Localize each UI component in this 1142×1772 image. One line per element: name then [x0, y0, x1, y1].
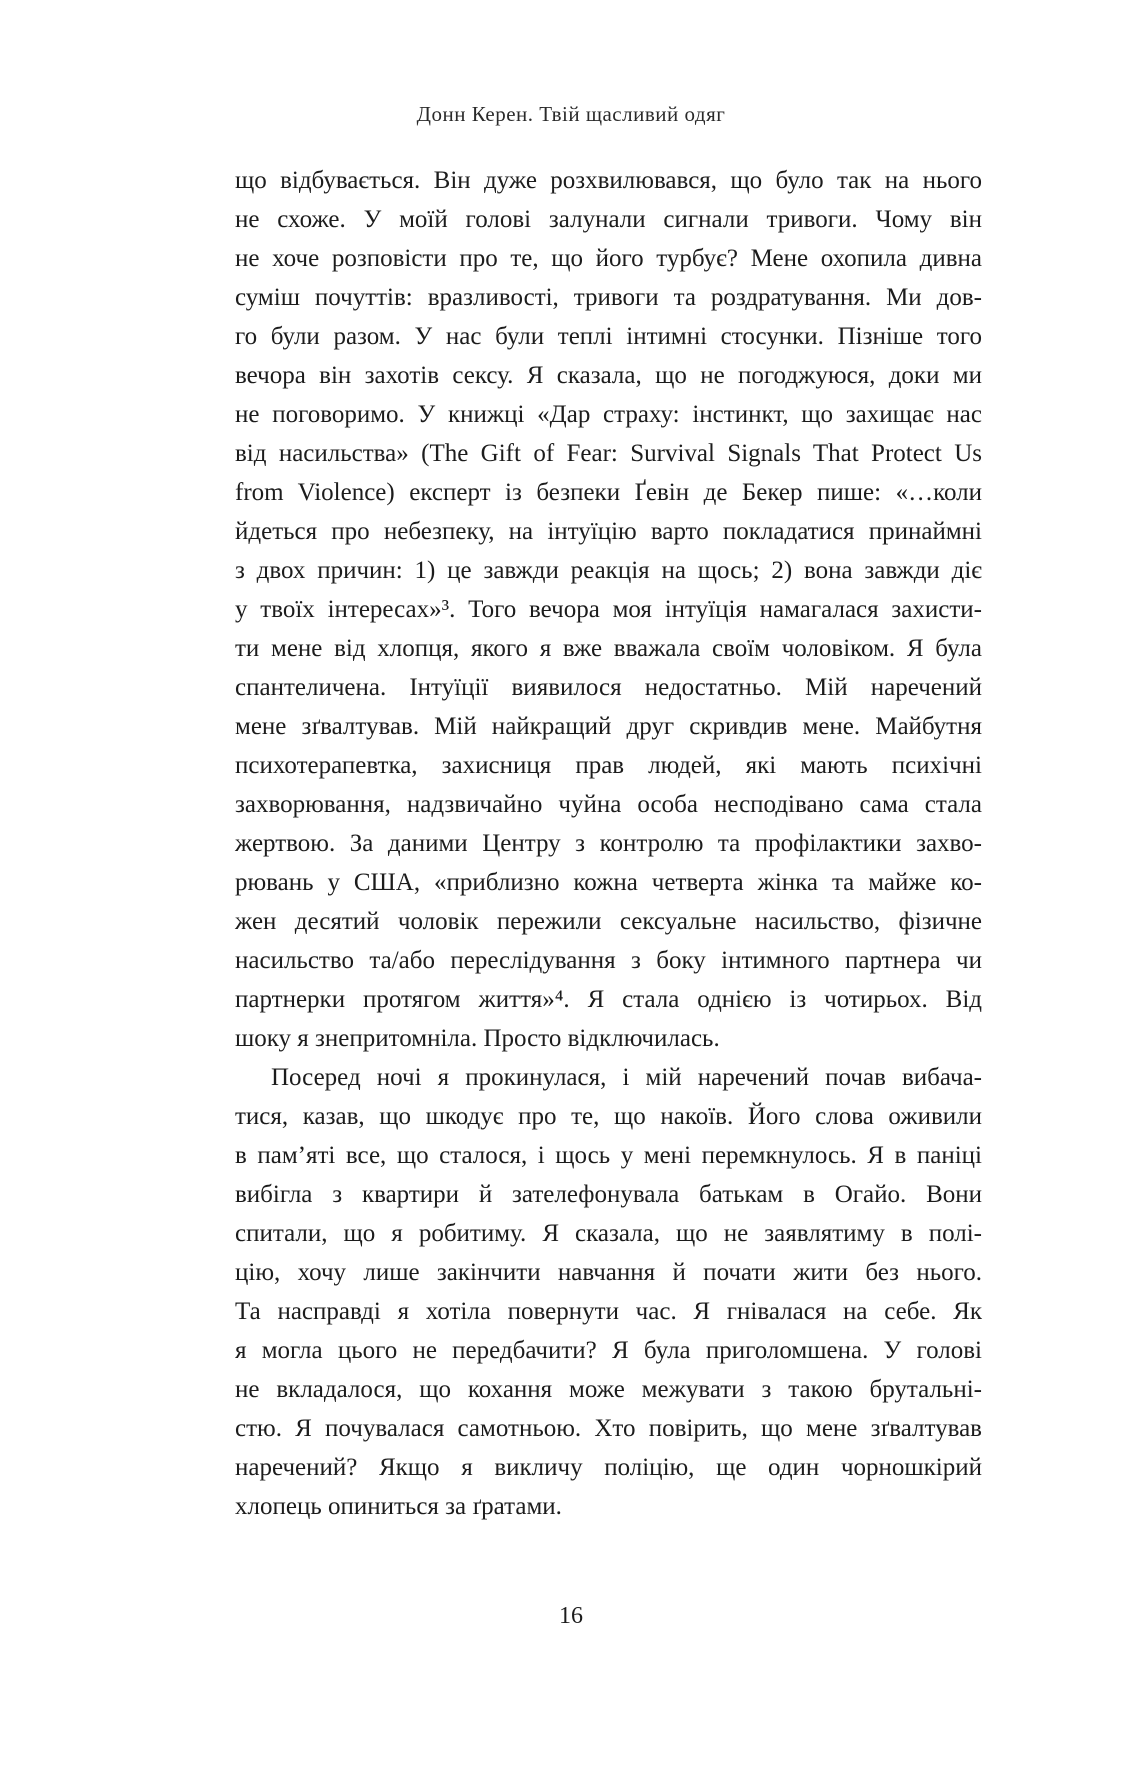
text-line: Посеред ночі я прокинулася, і мій наречений почав вибача-	[271, 1064, 982, 1091]
text-line: вибігла з квартири й зателефонувала батькам в Огайо. Вони	[235, 1181, 982, 1208]
page-number: 16	[559, 1603, 583, 1629]
text-line: психотерапевтка, захисниця прав людей, які мають психічні	[235, 752, 982, 779]
text-line: хлопець опиниться за ґратами.	[235, 1493, 562, 1520]
text-line: що відбувається. Він дуже розхвилювався, що було так на нього	[235, 167, 982, 194]
text-line: партнерки протягом життя»⁴. Я стала однією із чотирьох. Від	[235, 986, 982, 1013]
text-line: йдеться про небезпеку, на інтуїцію варто покладатися принаймні	[235, 518, 982, 545]
text-line: насильство та/або переслідування з боку інтимного партнера чи	[235, 947, 982, 974]
text-line: спитали, що я робитиму. Я сказала, що не заявлятиму в полі-	[235, 1220, 982, 1247]
text-line: from Violence) експерт із безпеки Ґевін де Бекер пише: «…коли	[235, 479, 982, 506]
text-line: з двох причин: 1) це завжди реакція на щось; 2) вона завжди діє	[235, 557, 982, 584]
body-text	[235, 161, 982, 1526]
text-line: не хоче розповісти про те, що його турбує? Мене охопила дивна	[235, 245, 982, 272]
text-line: захворювання, надзвичайно чуйна особа несподівано сама стала	[235, 791, 982, 818]
running-header: Донн Керен. Твій щасливий одяг	[416, 102, 726, 126]
text-line: тися, казав, що шкодує про те, що накоїв. Його слова оживили	[235, 1103, 982, 1130]
text-line: цію, хочу лише закінчити навчання й почати жити без нього.	[235, 1259, 982, 1286]
text-line: наречений? Якщо я викличу поліцію, ще один чорношкірий	[235, 1454, 982, 1481]
text-line: спантеличена. Інтуїції виявилося недостатньо. Мій наречений	[235, 674, 982, 701]
text-line: шоку я знепритомніла. Просто відключилась.	[235, 1025, 720, 1052]
text-line: в пам’яті все, що сталося, і щось у мені перемкнулось. Я в паніці	[235, 1142, 982, 1169]
text-line: я могла цього не передбачити? Я була приголомшена. У голові	[235, 1337, 982, 1364]
text-line: у твоїх інтересах»³. Того вечора моя інтуїція намагалася захисти-	[235, 596, 982, 623]
text-line: не поговоримо. У книжці «Дар страху: інстинкт, що захищає нас	[235, 401, 982, 428]
text-line: не вкладалося, що кохання може межувати з такою брутальні-	[235, 1376, 982, 1403]
text-line: не схоже. У моїй голові залунали сигнали тривоги. Чому він	[235, 206, 982, 233]
text-line: мене зґвалтував. Мій найкращий друг скривдив мене. Майбутня	[235, 713, 982, 740]
text-line: жертвою. За даними Центру з контролю та профілактики захво-	[235, 830, 982, 857]
text-line: рювань у США, «приблизно кожна четверта жінка та майже ко-	[235, 869, 982, 896]
text-line: від насильства» (The Gift of Fear: Survival Signals That Protect Us	[235, 440, 982, 467]
text-line: вечора він захотів сексу. Я сказала, що не погоджуюся, доки ми	[235, 362, 982, 389]
text-line: го були разом. У нас були теплі інтимні стосунки. Пізніше того	[235, 323, 982, 350]
text-line: Та насправді я хотіла повернути час. Я гнівалася на себе. Як	[235, 1298, 982, 1325]
text-line: ти мене від хлопця, якого я вже вважала своїм чоловіком. Я була	[235, 635, 982, 662]
text-line: суміш почуттів: вразливості, тривоги та роздратування. Ми дов-	[235, 284, 982, 311]
text-line: стю. Я почувалася самотньою. Хто повірить, що мене зґвалтував	[235, 1415, 982, 1442]
text-line: жен десятий чоловік пережили сексуальне насильство, фізичне	[235, 908, 982, 935]
